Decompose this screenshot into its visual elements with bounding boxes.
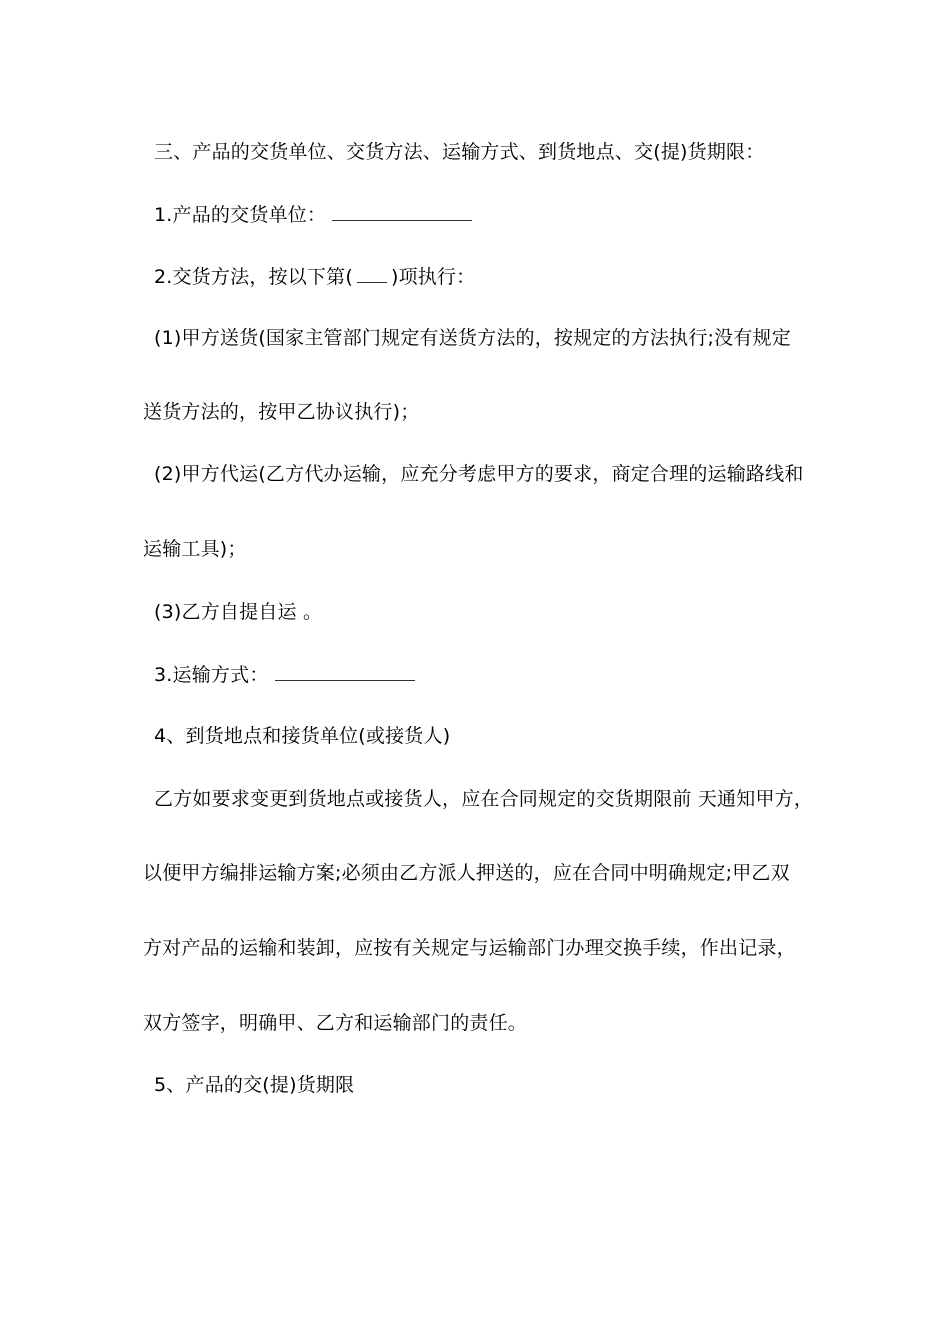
paragraph-line-4: 双方签字，明确甲、乙方和运输部门的责任。 (143, 1012, 528, 1034)
fill-blank-transport-method (275, 662, 415, 681)
fill-blank-option-number (357, 264, 387, 283)
option-1-line-2: 送货方法的，按甲乙协议执行)； (143, 401, 420, 423)
paragraph-line-1: 乙方如要求变更到货地点或接货人，应在合同规定的交货期限前 天通知甲方， (154, 788, 814, 810)
section-heading: 三、产品的交货单位、交货方法、运输方式、到货地点、交(提)货期限： (154, 141, 765, 163)
paragraph-line-3: 方对产品的运输和装卸，应按有关规定与运输部门办理交换手续，作出记录， (143, 937, 796, 959)
item-2-prefix: 2.交货方法，按以下第( (154, 266, 353, 288)
option-3: (3)乙方自提自运 。 (154, 601, 323, 623)
item-3 (154, 662, 415, 687)
option-2-line-2: 运输工具)； (143, 538, 247, 560)
item-3-label: 3.运输方式： (154, 664, 269, 686)
item-2-suffix: )项执行： (390, 266, 476, 288)
fill-blank-delivery-unit (332, 202, 472, 221)
item-1-label: 1.产品的交货单位： (154, 204, 327, 226)
item-2 (154, 264, 475, 289)
paragraph-line-2: 以便甲方编排运输方案;必须由乙方派人押送的，应在合同中明确规定;甲乙双 (143, 862, 790, 884)
option-1-line-1: (1)甲方送货(国家主管部门规定有送货方法的，按规定的方法执行;没有规定 (154, 327, 791, 349)
item-5: 5、产品的交(提)货期限 (154, 1074, 355, 1096)
item-1 (154, 202, 472, 227)
item-4: 4、到货地点和接货单位(或接货人) (154, 725, 451, 747)
option-2-line-1: (2)甲方代运(乙方代办运输，应充分考虑甲方的要求，商定合理的运输路线和 (154, 463, 804, 485)
